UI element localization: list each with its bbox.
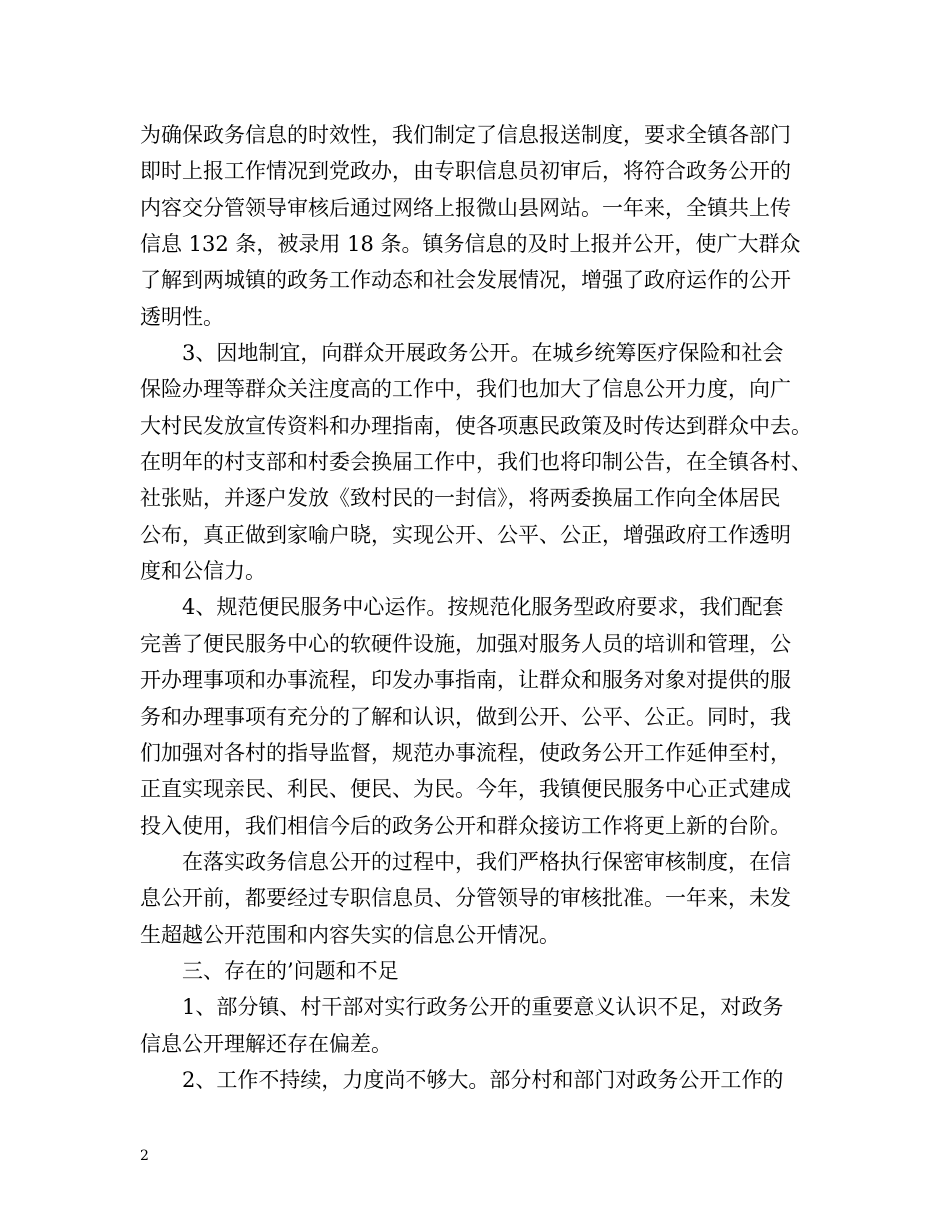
text-line: 公布，真正做到家喻户晓，实现公开、公平、公正，增强政府工作透明: [140, 522, 791, 547]
text-line: 正直实现亲民、利民、便民、为民。今年，我镇便民服务中心正式建成: [140, 777, 791, 802]
text-line: 信息 132 条，被录用 18 条。镇务信息的及时上报并公开，使广大群众: [140, 232, 801, 257]
text-line: 社张贴，并逐户发放《致村民的一封信》，将两委换届工作向全体居民: [140, 486, 781, 511]
text-line: 务和办理事项有充分的了解和认识，做到公开、公平、公正。同时，我: [140, 704, 791, 729]
text-line: 在明年的村支部和村委会换届工作中，我们也将印制公告，在全镇各村、: [140, 450, 812, 475]
text-line: 即时上报工作情况到党政办，由专职信息员初审后，将符合政务公开的: [140, 159, 791, 184]
text-line: 1、部分镇、村干部对实行政务公开的重要意义认识不足，对政务: [182, 995, 784, 1020]
text-line: 生超越公开范围和内容失实的信息公开情况。: [140, 922, 560, 947]
text-line: 4、规范便民服务中心运作。按规范化服务型政府要求，我们配套: [182, 595, 784, 620]
text-line: 投入使用，我们相信今后的政务公开和群众接访工作将更上新的台阶。: [140, 813, 791, 838]
body-text: [140, 117, 816, 1098]
text-line: 透明性。: [140, 304, 224, 329]
text-line: 2、工作不持续，力度尚不够大。部分村和部门对政务公开工作的: [182, 1067, 784, 1092]
text-line: 为确保政务信息的时效性，我们制定了信息报送制度，要求全镇各部门: [140, 123, 791, 147]
text-line: 们加强对各村的指导监督，规范办事流程，使政务公开工作延伸至村，: [140, 740, 791, 765]
text-line: 大村民发放宣传资料和办理指南，使各项惠民政策及时传达到群众中去。: [140, 413, 812, 438]
text-line: 三、存在的’问题和不足: [182, 958, 399, 983]
text-line: 内容交分管领导审核后通过网络上报微山县网站。一年来，全镇共上传: [140, 195, 791, 220]
text-line: 保险办理等群众关注度高的工作中，我们也加大了信息公开力度，向广: [140, 377, 791, 402]
text-line: 了解到两城镇的政务工作动态和社会发展情况，增强了政府运作的公开: [140, 268, 791, 293]
text-line: 完善了便民服务中心的软硬件设施，加强对服务人员的培训和管理，公: [140, 631, 791, 656]
text-line: 息公开前，都要经过专职信息员、分管领导的审核批准。一年来，未发: [140, 886, 791, 911]
text-line: 开办理事项和办事流程，印发办事指南，让群众和服务对象对提供的服: [140, 668, 791, 693]
text-line: 在落实政务信息公开的过程中，我们严格执行保密审核制度，在信: [182, 849, 791, 874]
text-line: 信息公开理解还存在偏差。: [140, 1031, 392, 1056]
page-number: 2: [140, 1148, 149, 1164]
text-line: 度和公信力。: [140, 559, 266, 584]
text-line: 3、因地制宜，向群众开展政务公开。在城乡统筹医疗保险和社会: [182, 341, 784, 366]
